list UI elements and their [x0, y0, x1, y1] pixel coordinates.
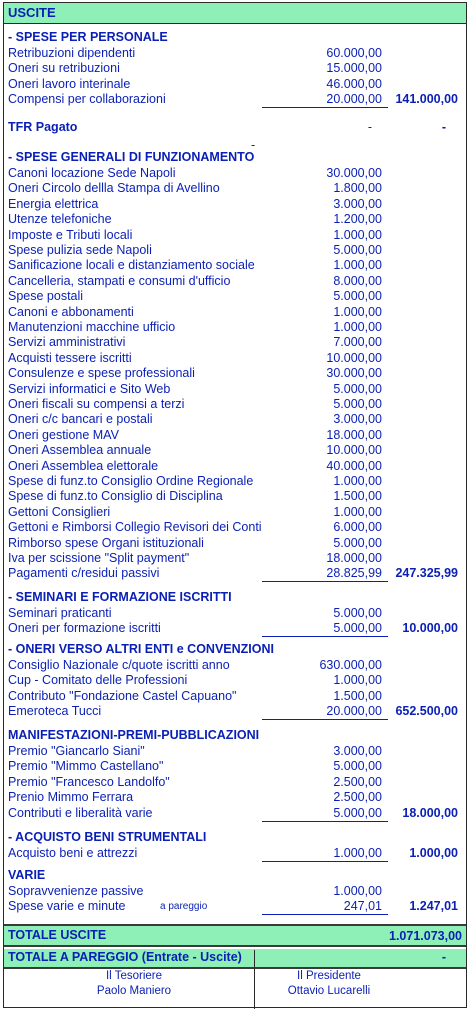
subtotal-underline: [262, 861, 388, 862]
row-value: 1.200,00: [333, 212, 382, 227]
table-row: [8, 605, 462, 621]
signature-role: Il Tesoriere: [105, 970, 163, 982]
row-label: Sanificazione locali e distanziamento sociale: [8, 258, 255, 273]
section-title-text: - SPESE PER PERSONALE: [8, 30, 168, 44]
row-label: Oneri lavoro interinale: [8, 76, 131, 91]
table-row: [8, 703, 462, 719]
row-label: Oneri Assemblea annuale: [8, 443, 152, 458]
table-row: [8, 504, 462, 520]
row-value: 1.500,00: [333, 489, 382, 504]
row-value: 8.000,00: [333, 273, 382, 288]
table-row: [8, 242, 462, 258]
section-title-text: - SEMINARI E FORMAZIONE ISCRITTI: [8, 590, 232, 604]
table-row: [8, 442, 462, 458]
table-row: [8, 273, 462, 289]
row-label: Energia elettrica: [8, 196, 99, 211]
totale-pareggio-bar: [4, 949, 466, 969]
row-label: Oneri Circolo dellla Stampa di Avellino: [8, 181, 220, 196]
row-value: 5.000,00: [333, 243, 382, 257]
subtotal-underline: [262, 821, 388, 822]
row-value: 1.000,00: [333, 673, 382, 688]
table-row: [8, 365, 462, 381]
row-label: Canoni e abbonamenti: [8, 304, 134, 319]
row-value: 30.000,00: [326, 166, 382, 180]
totale-pareggio-label: TOTALE A PAREGGIO (Entrate - Uscite): [8, 950, 242, 964]
row-value: 28.825,99: [326, 566, 382, 581]
table-row: [8, 845, 462, 861]
table-row: [8, 396, 462, 412]
section-title: [8, 727, 462, 743]
table-row: [8, 535, 462, 551]
table-row: [8, 774, 462, 790]
table-row: [8, 898, 462, 914]
table-row: [8, 657, 462, 673]
section-title-text: - ACQUISTO BENI STRUMENTALI: [8, 830, 207, 844]
table-row: [8, 334, 462, 350]
row-value: 5.000,00: [333, 397, 382, 411]
section-value: -: [367, 120, 372, 134]
row-label: Retribuzioni dipendenti: [8, 46, 136, 60]
table-row: [8, 76, 462, 92]
table-row: [8, 550, 462, 566]
table-row: [8, 165, 462, 181]
table-row: [8, 519, 462, 535]
subtotal-underline: [262, 914, 388, 915]
row-value: 15.000,00: [326, 61, 382, 76]
table-row: [8, 60, 462, 76]
subtotal-underline: [262, 107, 388, 108]
row-label: Compensi per collaborazioni: [8, 92, 166, 107]
section-title-text: - SPESE GENERALI DI FUNZIONAMENTO: [8, 150, 255, 164]
row-value: 1.000,00: [333, 884, 382, 898]
row-value: 20.000,00: [326, 92, 382, 107]
row-label: Oneri Assemblea elettorale: [8, 458, 159, 473]
totale-uscite-value: 1.071.073,00: [389, 929, 462, 943]
row-value: 7.000,00: [333, 335, 382, 350]
row-label: Cup - Comitato delle Professioni: [8, 673, 188, 688]
signature-role: Il Presidente: [297, 970, 361, 982]
section-title-text: MANIFESTAZIONI-PREMI-PUBBLICAZIONI: [8, 728, 260, 742]
section-total: -: [441, 120, 446, 134]
table-row: [8, 211, 462, 227]
row-value: 2.500,00: [333, 774, 382, 789]
table-row: [8, 488, 462, 504]
row-value: 1.000,00: [333, 504, 382, 519]
section-title: [8, 589, 462, 605]
row-label: Cancelleria, stampati e consumi d'ufficio: [8, 273, 231, 288]
row-label: Spese varie e minute: [8, 899, 126, 914]
table-row: [8, 473, 462, 489]
row-value: 5.000,00: [333, 621, 382, 636]
row-total: 1.247,01: [409, 899, 458, 914]
totale-pareggio-value: -: [441, 950, 446, 964]
row-total: 141.000,00: [395, 92, 458, 107]
table-row: [8, 196, 462, 212]
row-value: 1.000,00: [333, 304, 382, 319]
row-label: Seminari praticanti: [8, 606, 112, 620]
table-row: [8, 180, 462, 196]
row-label: Pagamenti c/residui passivi: [8, 566, 160, 581]
table-row: [8, 805, 462, 821]
table-row: [8, 319, 462, 335]
row-value: 10.000,00: [326, 350, 382, 365]
row-label: Imposte e Tributi locali: [8, 227, 133, 242]
row-label: Oneri gestione MAV: [8, 427, 119, 442]
row-value: 60.000,00: [326, 46, 382, 60]
row-label: Emeroteca Tucci: [8, 704, 102, 719]
row-total: 247.325,99: [395, 566, 458, 581]
row-label: Oneri per formazione iscritti: [8, 621, 161, 636]
table-row: [8, 91, 462, 107]
row-value: 2.500,00: [333, 790, 382, 805]
row-note: a pareggio: [160, 901, 208, 913]
row-label: Utenze telefoniche: [8, 212, 112, 227]
row-value: 5.000,00: [333, 805, 382, 820]
table-row: [8, 304, 462, 320]
row-value: 6.000,00: [333, 520, 382, 535]
row-value: 1.000,00: [333, 258, 382, 273]
table-row: [8, 427, 462, 443]
row-label: Gettoni e Rimborsi Collegio Revisori dei Conti: [8, 520, 262, 535]
header-bar: [4, 3, 466, 24]
table-row: [8, 288, 462, 304]
row-value: 247,01: [343, 899, 382, 914]
row-label: Servizi informatici e Sito Web: [8, 381, 171, 396]
row-label: Contributo "Fondazione Castel Capuano": [8, 688, 237, 703]
row-value: 20.000,00: [326, 704, 382, 719]
table-row: [8, 672, 462, 688]
table-row: [8, 789, 462, 805]
row-value: 3.000,00: [333, 744, 382, 758]
row-label: Prenio Mimmo Ferrara: [8, 790, 134, 805]
row-total: 652.500,00: [395, 704, 458, 719]
row-label: Gettoni Consiglieri: [8, 504, 111, 519]
row-label: Oneri su retribuzioni: [8, 61, 120, 76]
signature-presidente: [254, 969, 404, 999]
signature-tesoriere: [44, 969, 224, 999]
table-row: [8, 350, 462, 366]
row-value: 46.000,00: [326, 76, 382, 91]
table-row: [8, 381, 462, 397]
row-label: Oneri fiscali su compensi a terzi: [8, 397, 185, 411]
row-label: Iva per scissione "Split payment": [8, 551, 190, 565]
row-value: 3.000,00: [333, 196, 382, 211]
row-value: 1.500,00: [333, 688, 382, 703]
row-total: 18.000,00: [402, 805, 458, 820]
row-label: Premio "Giancarlo Siani": [8, 744, 145, 758]
row-value: 1.000,00: [333, 846, 382, 860]
row-label: Acquisti tessere iscritti: [8, 350, 132, 365]
row-label: Consiglio Nazionale c/quote iscritti anno: [8, 658, 230, 672]
section-title: [8, 829, 462, 845]
section-title: [8, 641, 462, 657]
row-value: 5.000,00: [333, 606, 382, 620]
row-label: Spese di funz.to Consiglio di Disciplina: [8, 489, 223, 504]
section-title: [8, 29, 462, 45]
stray-dash: -: [251, 138, 256, 152]
totale-uscite-bar: [4, 924, 466, 947]
subtotal-underline: [262, 719, 388, 720]
budget-sheet: [3, 2, 467, 1008]
section-title-text: VARIE: [8, 868, 46, 882]
table-row: [8, 227, 462, 243]
row-label: Acquisto beni e attrezzi: [8, 846, 138, 860]
row-value: 3.000,00: [333, 412, 382, 427]
section-title: [8, 149, 462, 165]
row-value: 5.000,00: [333, 535, 382, 550]
row-label: Oneri c/c bancari e postali: [8, 412, 153, 427]
row-value: 5.000,00: [333, 759, 382, 774]
table-row: [8, 458, 462, 474]
table-row: [8, 565, 462, 581]
totale-uscite-label: TOTALE USCITE: [8, 928, 107, 942]
section-title: [8, 119, 462, 135]
row-total: 1.000,00: [409, 846, 458, 860]
table-row: [8, 620, 462, 636]
row-label: Spese di funz.to Consiglio Ordine Regionale: [8, 474, 254, 488]
row-label: Spese pulizia sede Napoli: [8, 243, 152, 257]
section-title-text: - ONERI VERSO ALTRI ENTI e CONVENZIONI: [8, 642, 274, 656]
section-title-text: TFR Pagato: [8, 120, 78, 134]
row-label: Consulenze e spese professionali: [8, 366, 195, 381]
row-label: Contributi e liberalità varie: [8, 805, 153, 820]
row-value: 18.000,00: [326, 551, 382, 565]
table-row: [8, 688, 462, 704]
row-value: 40.000,00: [326, 458, 382, 473]
row-value: 18.000,00: [326, 427, 382, 442]
row-value: 1.000,00: [333, 227, 382, 242]
row-label: Premio "Francesco Landolfo": [8, 774, 170, 789]
row-value: 1.000,00: [333, 320, 382, 334]
row-label: Servizi amministrativi: [8, 335, 126, 350]
subtotal-underline: [262, 581, 388, 582]
row-value: 30.000,00: [326, 366, 382, 381]
header-title: USCITE: [8, 5, 56, 20]
row-label: Spese postali: [8, 289, 84, 304]
row-value: 630.000,00: [319, 658, 382, 672]
row-label: Rimborso spese Organi istituzionali: [8, 535, 204, 550]
table-row: [8, 45, 462, 61]
row-label: Canoni locazione Sede Napoli: [8, 166, 176, 180]
table-row: [8, 257, 462, 273]
signature-name: Paolo Maniero: [96, 985, 172, 997]
row-label: Manutenzioni macchine ufficio: [8, 320, 176, 334]
table-row: [8, 743, 462, 759]
row-value: 5.000,00: [333, 381, 382, 396]
table-row: [8, 411, 462, 427]
row-value: 1.000,00: [333, 474, 382, 488]
row-total: 10.000,00: [402, 621, 458, 636]
row-value: 5.000,00: [333, 289, 382, 304]
row-value: 1.800,00: [333, 181, 382, 196]
signature-name: Ottavio Lucarelli: [287, 985, 371, 997]
row-label: Sopravvenienze passive: [8, 884, 144, 898]
section-title: [8, 867, 462, 883]
subtotal-underline: [262, 636, 388, 637]
table-row: [8, 758, 462, 774]
row-value: 10.000,00: [326, 443, 382, 458]
table-row: [8, 883, 462, 899]
row-label: Premio "Mimmo Castellano": [8, 759, 164, 774]
